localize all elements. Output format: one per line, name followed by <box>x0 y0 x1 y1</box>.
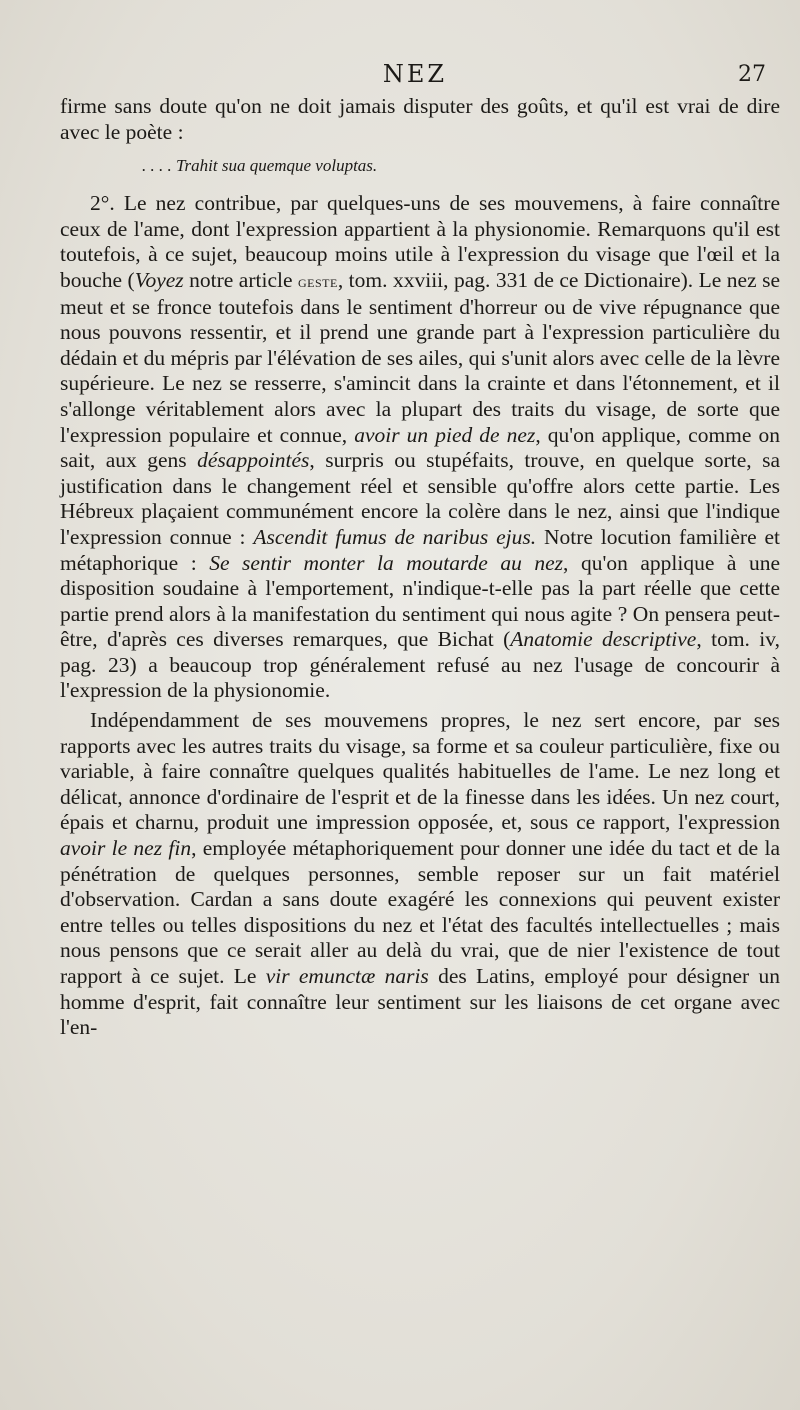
text-run: notre article <box>183 267 298 292</box>
text-run: , qu'on applique, comme on sait, aux gens <box>60 422 780 473</box>
paragraph-continuation <box>60 94 780 145</box>
text-run: des Latins, employé pour désigner un homme d'esprit, fait connaître leur sentiment sur les liaisons de cet organe avec l'en- <box>60 964 780 1040</box>
small-caps-run: geste <box>297 271 338 291</box>
text-run: Indépendamment de ses mouvemens propres, le nez sert encore, par ses rapports avec les autres traits du visage, sa forme et sa couleur particulière, fixe ou variable, à faire connaître quelques qualités habituelles de l'ame. Le nez long et délicat, annonce d'ordinaire de l'esprit et de la finesse dans les idées. Un nez court, épais et charnu, produit une impression opposée, et, sous ce rapport, l'expression <box>60 708 780 835</box>
text-run: , employée métaphoriquement pour donner une idée du tact et de la pénétration de quelques personnes, semble reposer sur un fait matériel d'observation. Cardan a sans doute exagéré les connexions qui peuvent exister entre telles ou telles dispositions du nez et l'état des facultés intellectuelles ; mais nous pensons que ce serait aller au delà du vrai, que de nier l'existence de tout rapport à ce sujet. Le <box>60 836 781 988</box>
italic-run: Ascendit fumus de naribus ejus. <box>253 524 537 549</box>
paragraph-2 <box>60 191 780 704</box>
text-run: , qu'on applique à une disposition soudaine à l'emportement, n'indique-t-elle pas la part réelle que cette partie prend alors à la manifestation du sentiment qui nous agite ? On pensera peut-être, d'après ces diverses remarques, que Bichat ( <box>60 550 781 652</box>
italic-run: Se sentir monter la moutarde au nez <box>209 550 564 575</box>
italic-run: Voyez <box>134 267 184 292</box>
text-run: firme sans doute qu'on ne doit jamais disputer des goûts, et qu'il est vrai de dire avec le poète : <box>60 94 780 144</box>
verse-quotation: . . . . Trahit sua quemque voluptas. <box>142 156 378 176</box>
italic-run: désappointés <box>197 448 310 473</box>
text-run: Notre locution familière et métaphorique : <box>60 524 780 575</box>
paragraph-3 <box>60 708 780 1041</box>
italic-run: avoir un pied de nez <box>354 422 536 447</box>
text-run: , surpris ou stupéfaits, trouve, en quelque sorte, sa justification dans le changement réel et sensible qu'offre alors cette partie. Les Hébreux plaçaient communément encore la colère dans le nez, ainsi que l'indique l'expression connue : <box>60 448 781 549</box>
italic-run: avoir le nez fin <box>60 836 192 861</box>
text-run: , tom. xxviii, pag. 331 de ce Dictionaire). Le nez se meut et se fronce toutefois dans le sentiment d'horreur ou de vive répugnance que nous pouvons ressentir, et il prend une grande part à l'expression particulière du dédain et du mépris par l'élévation de ses ailes, qui s'unit alors avec celle de la lèvre supérieure. Le nez se resserre, s'amincit dans la crainte et dans l'étonnement, et il s'allonge véritablement alors avec la plupart des traits du visage, de sorte que l'expression populaire et connue, <box>60 267 781 447</box>
running-header <box>60 60 770 96</box>
text-run: 2°. Le nez contribue, par quelques-uns de ses mouvemens, à faire connaître ceux de l'ame, dont l'expression appartient à la physionomie. Remarquons qu'il est toutefois, à ce sujet, beaucoup moins utile à l'expression du visage que l'œil et la bouche ( <box>60 191 780 292</box>
italic-run: Anatomie descriptive <box>510 627 697 652</box>
page-number: 27 <box>738 62 766 87</box>
italic-run: vir emunctæ naris <box>265 964 429 988</box>
header-title: NEZ <box>382 60 448 88</box>
text-run: , tom. iv, pag. 23) a beaucoup trop généralement refusé au nez l'usage de concourir à l'expression de la physionomie. <box>60 627 780 703</box>
page-body <box>60 94 780 1041</box>
